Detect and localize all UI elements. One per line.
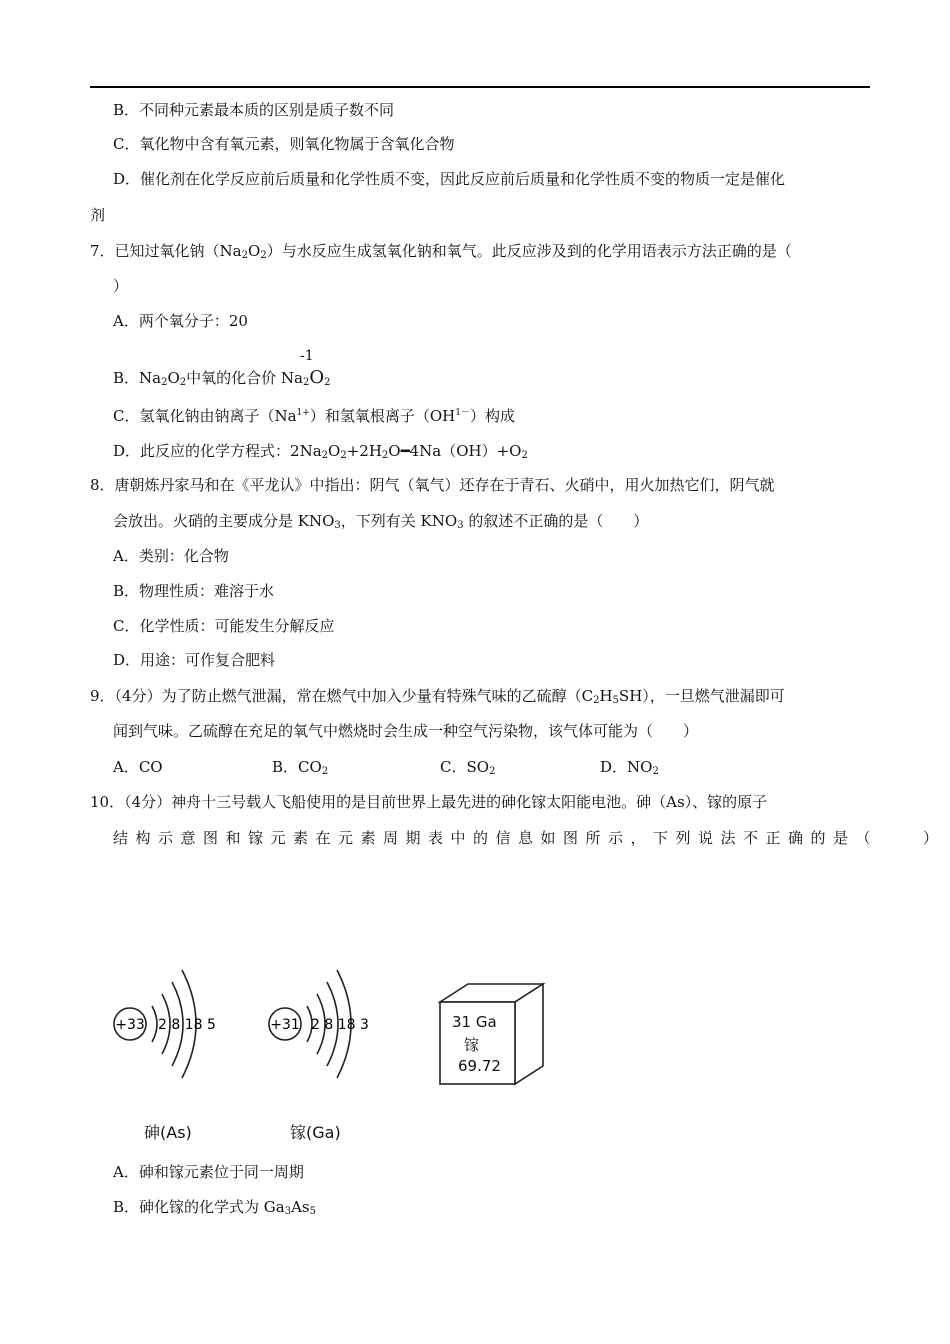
- q8-option-c: C．化学性质：可能发生分解反应: [113, 617, 335, 635]
- q9-option-b: B．$CO_2$: [272, 758, 329, 777]
- q9-stem-line2: 闻到气味。乙硫醇在充足的氧气中燃烧时会生成一种空气污染物，该气体可能为（ ）: [113, 722, 699, 740]
- q9-option-d: D．$NO_2$: [600, 758, 659, 777]
- header-rule: [90, 86, 870, 88]
- q7-option-d: D．此反应的化学方程式：$2Na_2O_2+2H_2O━4Na(OH)+O_2$: [113, 442, 528, 461]
- q8-option-d: D．用途：可作复合肥料: [113, 651, 276, 669]
- arsenic-atom-diagram: [114, 970, 216, 1078]
- q7-stem-line2: ）: [113, 277, 129, 295]
- q6-option-c: C．氧化物中含有氧元素，则氧化物属于含氧化合物: [113, 135, 455, 153]
- q6-option-d-line2: 剂: [90, 206, 106, 224]
- q7-option-c: C．氢氧化钠由钠离子$(Na^{1+})$和氢氧根离子$(OH^{1-})$构成: [113, 407, 515, 425]
- arsenic-caption: 砷(As): [144, 1123, 192, 1142]
- gallium-number-symbol: 31 Ga: [452, 1013, 497, 1031]
- q9-option-c: C．$SO_2$: [440, 758, 496, 777]
- q8-stem-line2: 会放出。火硝的主要成分是 $KNO_3$，下列有关 $KNO_3$ 的叙述不正确的是（ ）: [113, 512, 649, 531]
- q10-stem-line1: 10．（4分）神舟十三号载人飞船使用的是目前世界上最先进的砷化镓太阳能电池。砷（As）、镓的原子: [90, 793, 768, 811]
- gallium-name: 镓: [464, 1036, 480, 1054]
- arsenic-nucleus: +33: [115, 1017, 145, 1033]
- gallium-atom-diagram: [269, 970, 369, 1078]
- q7-valence-mark: -1: [300, 348, 314, 364]
- q7-option-a: A．两个氧分子：20: [113, 312, 248, 330]
- atomic-structure-figure: [100, 940, 580, 1150]
- q10-option-b: B．砷化镓的化学式为 $Ga_3As_5$: [113, 1198, 316, 1217]
- gallium-atomic-mass: 69.72: [458, 1057, 501, 1075]
- q8-option-b: B．物理性质：难溶于水: [113, 582, 275, 600]
- q7-stem-line1: 7．已知过氧化钠$(Na_2O_2)$与水反应生成氢氧化钠和氧气。此反应涉及到的化学用语表示方法正确的是（: [90, 242, 792, 261]
- q9-stem-line1: 9．（4分）为了防止燃气泄漏，常在燃气中加入少量有特殊气味的乙硫醇$(C_2H_5SH)$，一旦燃气泄漏即可: [90, 687, 785, 706]
- q8-stem-line1: 8．唐朝炼丹家马和在《平龙认》中指出：阴气（氧气）还存在于青石、火硝中，用火加热它们，阴气就: [90, 476, 775, 494]
- q7-option-b: B．$Na_2O_2$中氧的化合价 $Na_2O_2$: [113, 367, 331, 388]
- q10-stem-line2: 结构示意图和镓元素在元素周期表中的信息如图所示，下列说法不正确的是（ ）: [113, 829, 946, 847]
- gallium-nucleus: +31: [270, 1017, 300, 1033]
- q9-option-a: A．CO: [113, 758, 163, 776]
- atom-diagrams: [100, 940, 580, 1100]
- q6-option-b: B．不同种元素最本质的区别是质子数不同: [113, 101, 395, 119]
- gallium-caption: 镓(Ga): [290, 1123, 341, 1142]
- gallium-shells: 2 8 18 3: [311, 1017, 369, 1033]
- q8-option-a: A．类别：化合物: [113, 547, 229, 565]
- arsenic-shells: 2 8 18 5: [158, 1017, 216, 1033]
- q6-option-d-line1: D．催化剂在化学反应前后质量和化学性质不变，因此反应前后质量和化学性质不变的物质一定是催化: [113, 170, 786, 188]
- q10-option-a: A．砷和镓元素位于同一周期: [113, 1163, 304, 1181]
